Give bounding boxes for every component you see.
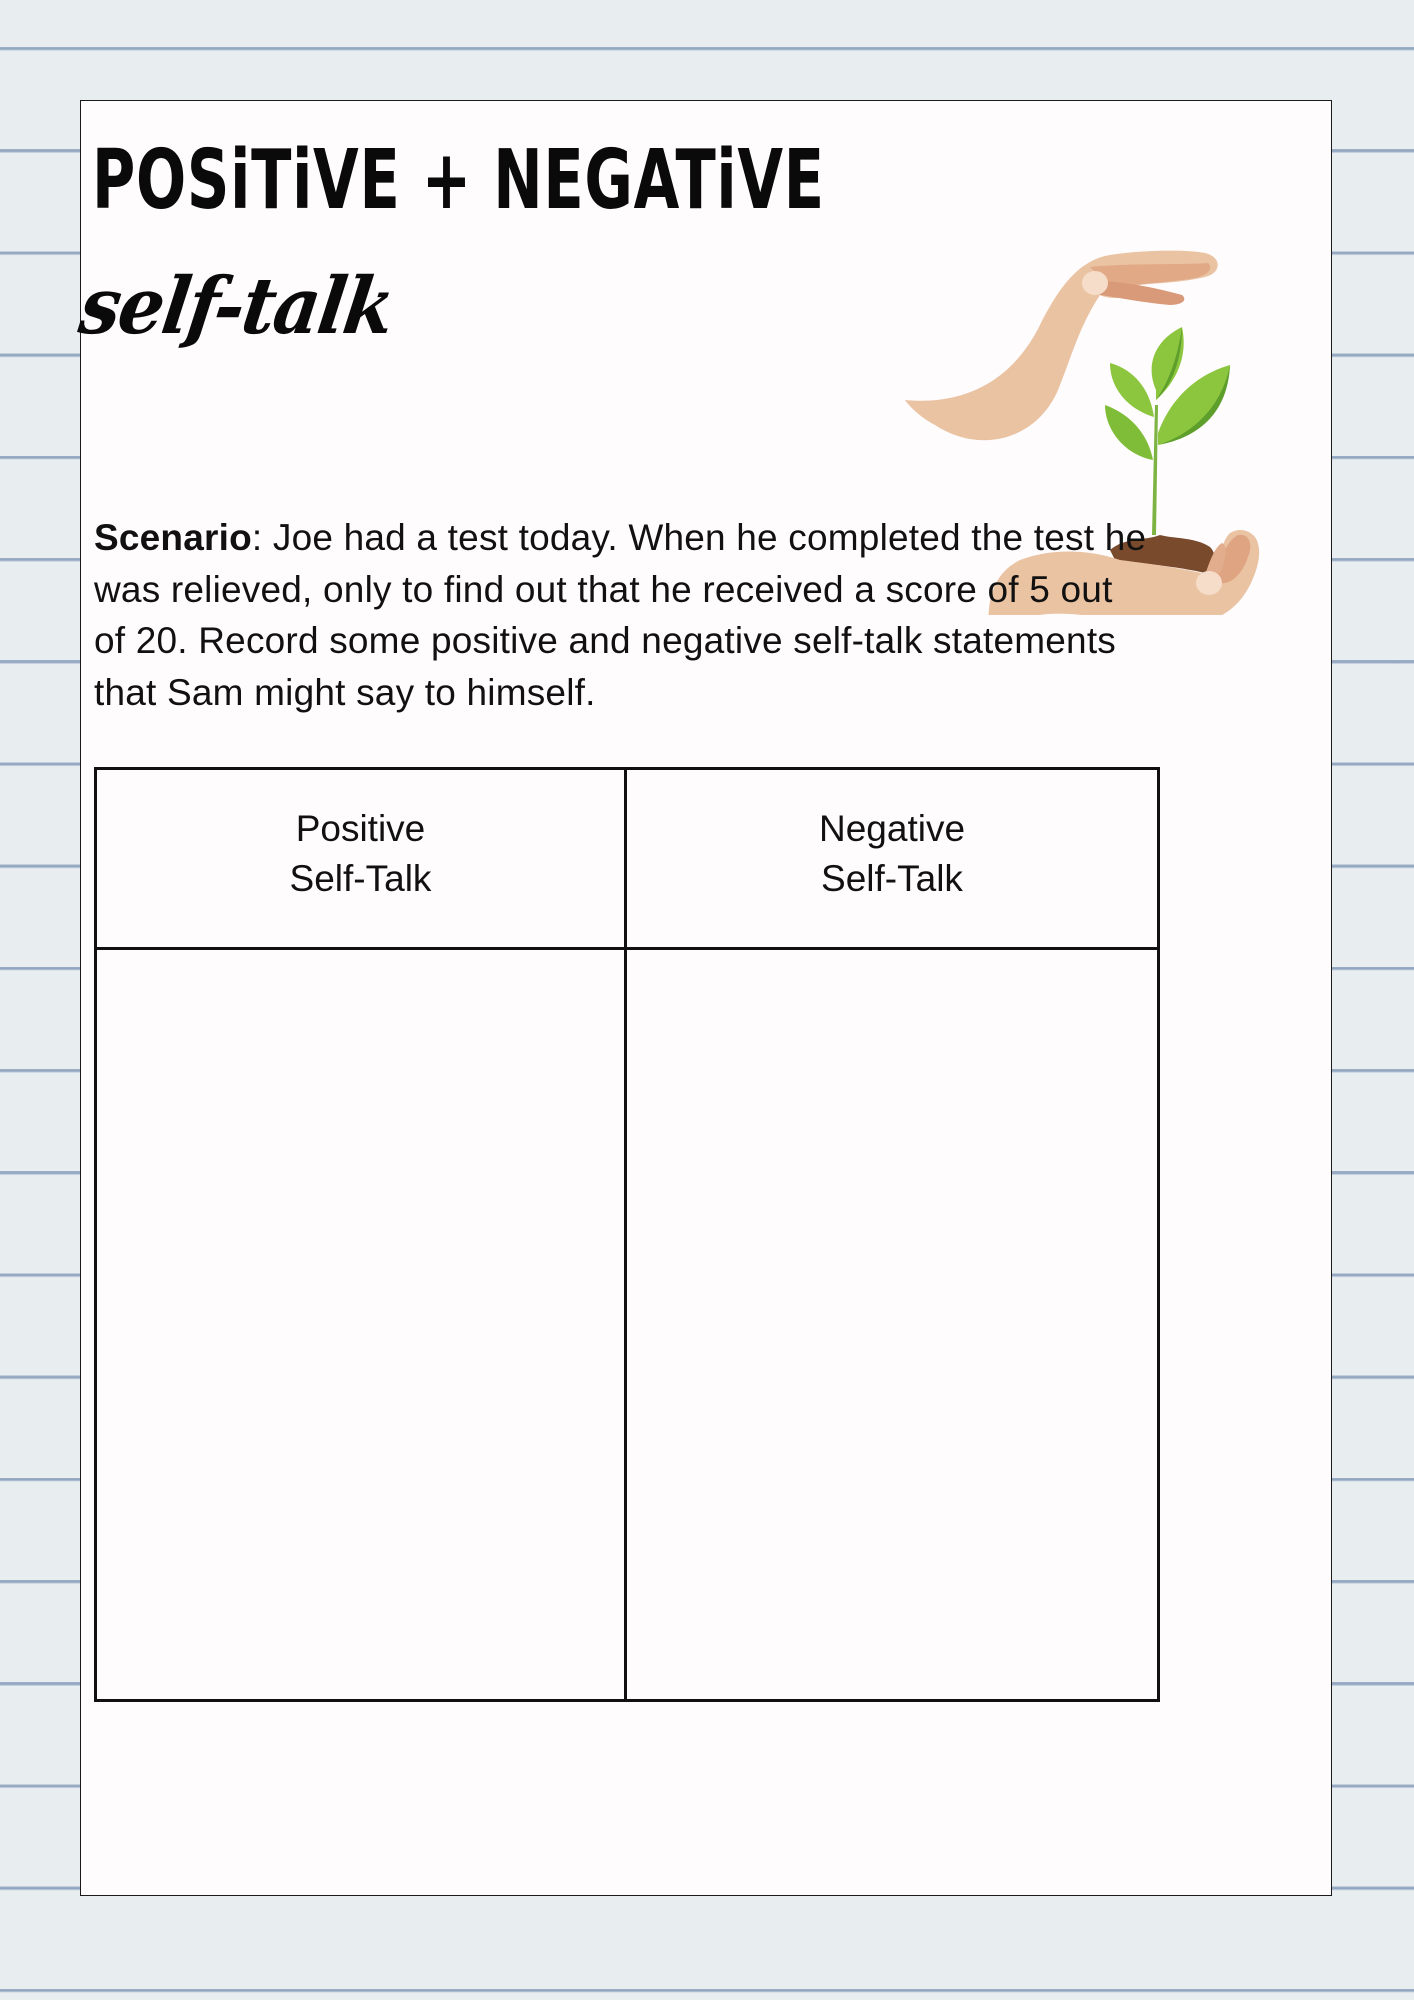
column-header-positive-line1: Positive [295,807,426,849]
title-self-talk: self-talk [74,261,399,352]
column-header-positive-line2: Self-Talk [289,857,432,899]
self-talk-table [94,767,1160,1702]
negative-self-talk-answer-area[interactable] [627,950,1157,1699]
column-header-negative [627,770,1157,950]
seedling-icon [1105,327,1230,535]
scenario-label: Scenario [94,517,252,558]
scenario-paragraph [94,512,1154,718]
title-positive-negative: POSiTiVE + NEGATiVE [92,133,825,228]
column-header-negative-line2: Self-Talk [821,857,963,899]
positive-self-talk-answer-area[interactable] [97,950,627,1699]
scenario-text: Joe had a test today. When he completed the test he was relieved, only to find out that he received a score of 5 out of 20. Record some positive and negative self-talk statements that Sam might say to himself. [94,517,1147,713]
column-header-negative-line1: Negative [818,807,966,849]
column-header-positive [97,770,627,950]
scenario-separator: : [251,517,273,558]
